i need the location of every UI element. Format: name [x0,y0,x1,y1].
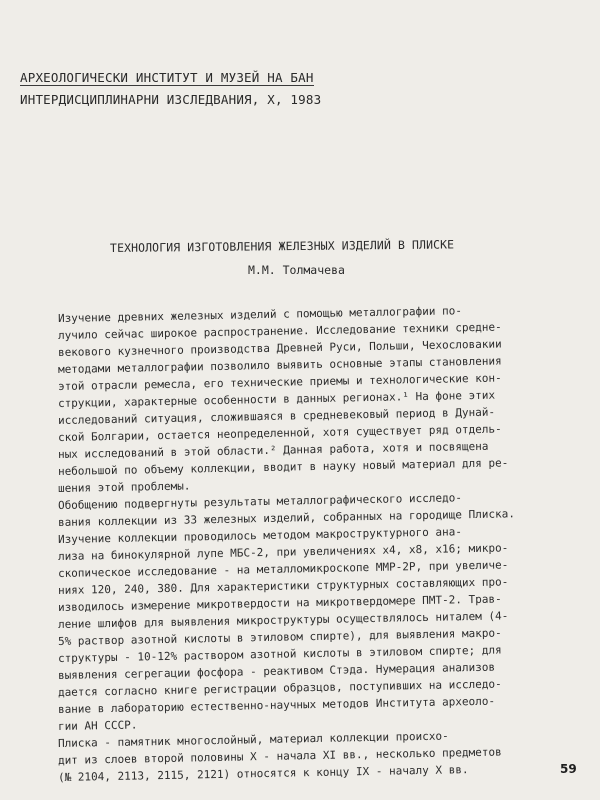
body-line: скопическое исследование - на металломикроскопе ММР-2Р, при увеличе- [57,558,509,580]
body-line: Изучение древних железных изделий с помощью металлографии по- [57,304,463,325]
body-line: 5% раствор азотной кислоты в этиловом спирте), для выявления макро- [57,626,502,648]
body-line: структуры - 10-12% раствором азотной кислоты в этиловом спирте; для [57,643,502,665]
body-line: гии АН СССР. [57,718,138,733]
header-series: ИНТЕРДИСЦИПЛИНАРНИ ИЗСЛЕДВАНИЯ, Х, 1983 [20,92,322,107]
body-line: ление шлифов для выявления микроструктуры осуществлялось ниталем (4- [57,609,509,631]
header-institute: АРХЕОЛОГИЧЕСКИ ИНСТИТУТ И МУЗЕЙ НА БАН [20,70,314,85]
body-line: (№ 2104, 2113, 2115, 2121) относятся к концу IX - началу Х вв. [57,763,469,784]
body-line: вания коллекции из 33 железных изделий, собранных на городище Плиска. [57,507,516,529]
body-line: шения этой проблемы. [57,479,191,495]
body-line: этой отрасли ремесла, его технические приемы и технологические кон- [57,371,502,393]
page-number: 59 [560,762,577,776]
body-line: ных исследований в этой области.² Данная работа, хотя и посвящена [57,439,489,461]
body-line: исследований ситуация, сложившаяся в средневековый период в Дунай- [57,405,496,427]
body-line: дается согласно книге регистрации образцов, поступивших на исследо- [57,677,502,699]
body-line: струкции, характерные особенности в данных регионах.¹ На фоне этих [57,388,496,410]
body-line: лиза на бинокулярной лупе МБС-2, при увеличениях х4, х8, х16; микро- [57,541,509,563]
body-line: векового кузнечного производства Древней Руси, Польши, Чехословакии [57,337,502,359]
body-line: методами металлографии позволило выявить основные этапы становления [57,354,502,376]
body-line: лучило сейчас широкое распространение. Исследование техники средне- [57,320,502,342]
body-line: Обобщению подвергнуты результаты металлографического исследо- [57,491,463,512]
article-author: М.М. Толмачева [248,263,345,277]
body-line: дит из слоев второй половины Х - начала XI вв., несколько предметов [57,745,502,767]
body-line: ниях 120, 240, 380. Для характеристики структурных составляющих про- [57,575,509,597]
article-title: ТЕХНОЛОГИЯ ИЗГОТОВЛЕНИЯ ЖЕЛЕЗНЫХ ИЗДЕЛИЙ В ПЛИСКЕ [109,237,455,255]
body-line: Плиска - памятник многослойный, материал коллекции происхо- [57,729,449,750]
body-line: ской Болгарии, остается неопределенной, хотя существует ряд отдель- [57,422,502,444]
body-line: изводилось измерение микротвердости на микротвердомере ПМТ-2. Трав- [57,592,502,614]
body-line: вание в лабораторию естественно-научных методов Института археоло- [57,694,496,716]
body-line: выявления сегрегации фосфора - реактивом Стэда. Нумерация анализов [57,660,496,682]
body-line: небольшой по объему коллекции, вводит в науку новый материал для ре- [57,456,509,478]
body-line: Изучение коллекции проводилось методом макроструктурного ана- [57,525,463,546]
